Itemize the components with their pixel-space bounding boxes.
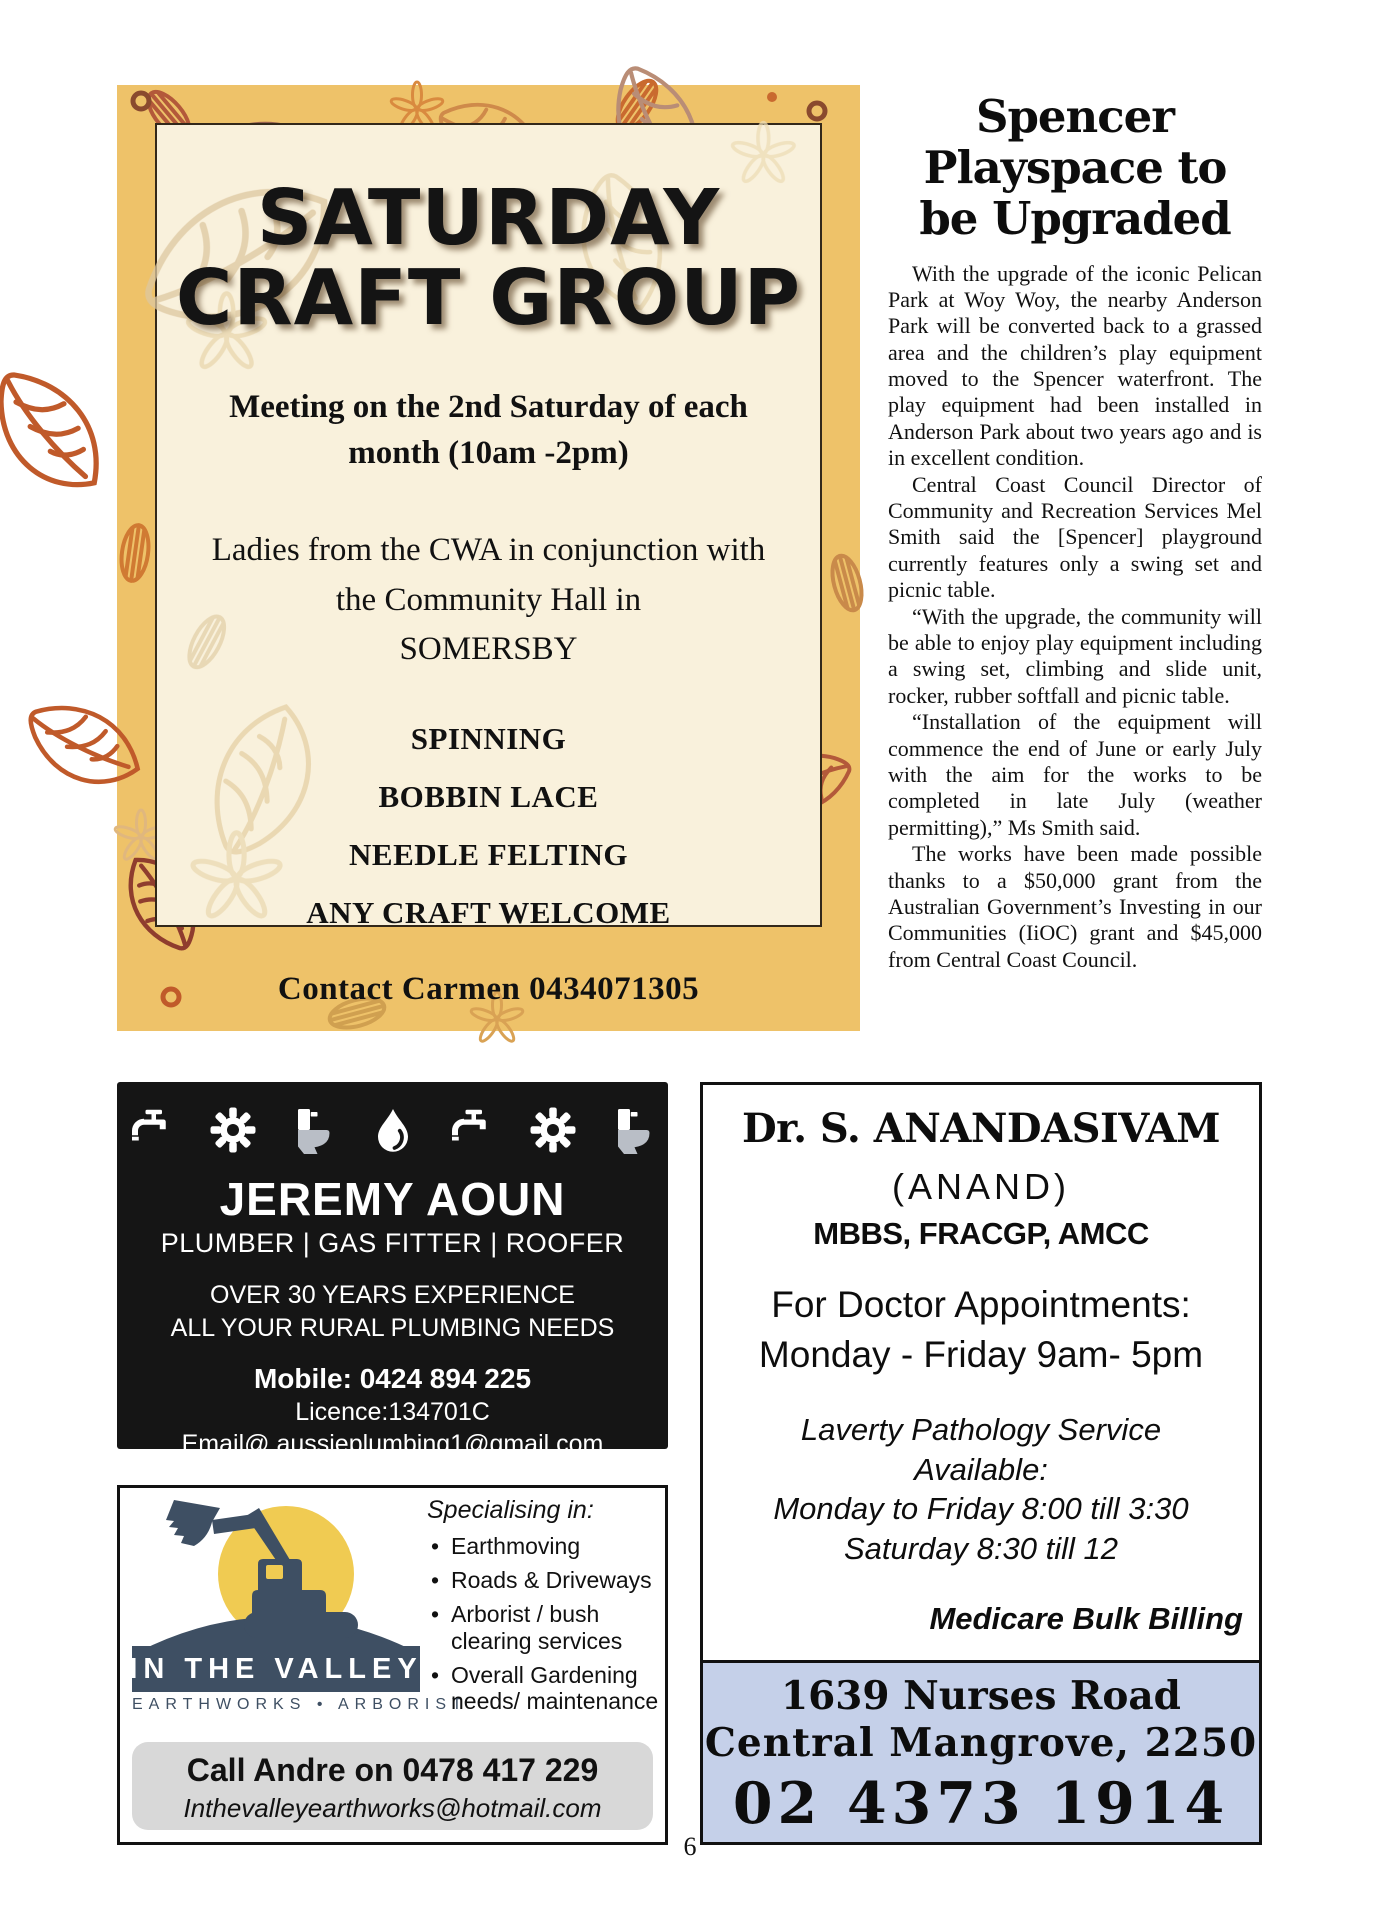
craft-group-ad	[117, 85, 860, 1031]
article-paragraph: “Installation of the equipment will commence the end of June or early July with the aim for the works to be completed in late July (weather permitting),” Ms Smith said.	[888, 709, 1262, 840]
article-paragraph: With the upgrade of the iconic Pelican Park at Woy Woy, the nearby Anderson Park will be converted back to a grassed area and the children’s play equipment moved to the Spencer waterfront. The play equipment had been installed in Anderson Park about two years ago and is in excellent condition.	[888, 260, 1262, 471]
article-paragraph: “With the upgrade, the community will be able to enjoy play equipment including a swing set, climbing and slide unit, rocker, rubber softfall and picnic table.	[888, 603, 1262, 708]
plumber-experience-line2: ALL YOUR RURAL PLUMBING NEEDS	[170, 1314, 615, 1342]
doctor-billing: Medicare Bulk Billing	[929, 1600, 1243, 1636]
craft-activity: SPINNING	[410, 720, 567, 756]
doctor-address-line2: Central Mangrove, 2250	[704, 1720, 1258, 1766]
craft-body-text	[189, 526, 789, 675]
craft-location: SOMERSBY	[399, 631, 578, 668]
valley-service-item: • Arborist / bush clearing services	[427, 1601, 663, 1653]
craft-activity: NEEDLE FELTING	[349, 836, 628, 872]
pathology-line: Laverty Pathology Service	[800, 1412, 1162, 1447]
doctor-ad	[700, 1082, 1262, 1845]
pathology-line: Saturday 8:30 till 12	[843, 1531, 1118, 1567]
valley-earthworks-ad	[117, 1485, 668, 1845]
valley-services	[427, 1496, 663, 1714]
doctor-name: Dr. S. ANANDASIVAM	[741, 1105, 1220, 1152]
gear-icon	[528, 1106, 578, 1154]
pathology-line: Monday to Friday 8:00 till 3:30	[773, 1491, 1189, 1527]
doctor-address-footer	[703, 1660, 1259, 1842]
doctor-qualifications: MBBS, FRACGP, AMCC	[813, 1216, 1149, 1251]
page-number: 6	[683, 1832, 697, 1861]
valley-specialising-label: Specialising in:	[427, 1496, 594, 1524]
plumber-experience-line1: OVER 30 YEARS EXPERIENCE	[210, 1281, 575, 1309]
valley-service-item: • Earthmoving	[427, 1533, 663, 1559]
craft-activity: ANY CRAFT WELCOME	[306, 894, 671, 930]
plumber-roles: PLUMBER | GAS FITTER | ROOFER	[160, 1228, 625, 1258]
craft-contact: Contact Carmen 0434071305	[277, 970, 700, 1007]
valley-services-list	[427, 1533, 663, 1714]
doctor-address-line1: 1639 Nurses Road	[781, 1673, 1181, 1719]
plumber-licence: Licence:134701C	[295, 1398, 490, 1426]
doctor-alias: (ANAND)	[892, 1166, 1070, 1207]
valley-contact-box	[132, 1742, 653, 1830]
faucet-icon	[128, 1106, 178, 1154]
craft-ad-title	[157, 174, 820, 344]
doctor-phone: 02 4373 1914	[732, 1770, 1230, 1837]
pathology-line: Available:	[914, 1451, 1048, 1487]
valley-logo	[128, 1494, 468, 1734]
valley-phone: Call Andre on 0478 417 229	[186, 1752, 599, 1788]
article-spencer-playspace	[888, 92, 1262, 973]
gear-icon	[208, 1106, 258, 1154]
craft-activity: BOBBIN LACE	[378, 778, 599, 814]
valley-logo-name: IN THE VALLEY	[132, 1646, 420, 1692]
valley-email: Inthevalleyearthworks@hotmail.com	[183, 1793, 602, 1823]
doctor-appointments-line1: For Doctor Appointments:	[771, 1284, 1191, 1325]
article-paragraph: The works have been made possible thanks to a $50,000 grant from the Australian Government’s Investing in our Communities (IiOC) grant and $45,000 from Central Coast Council.	[888, 841, 1262, 972]
doctor-pathology-block	[703, 1410, 1259, 1569]
article-paragraph: Central Coast Council Director of Community and Recreation Services Mel Smith said the [Spencer] playground currently features only a swing set and picnic table.	[888, 471, 1262, 603]
excavator-logo-graphic	[128, 1494, 424, 1654]
water-drop-icon	[368, 1106, 418, 1154]
valley-service-item: • Roads & Driveways	[427, 1567, 663, 1593]
doctor-appointments-line2: Monday - Friday 9am- 5pm	[758, 1334, 1204, 1375]
plumber-icon-row	[117, 1082, 668, 1154]
craft-ad-panel	[155, 123, 822, 1007]
plumber-mobile-number: Mobile: 0424 894 225	[253, 1363, 532, 1394]
valley-service-item: • Overall Gardening needs/ maintenance	[427, 1662, 663, 1714]
craft-activities-list	[157, 721, 820, 931]
article-title: Spencer Playspace to be Upgraded	[919, 90, 1231, 245]
valley-logo-tagline: EARTHWORKS • ARBORIST	[132, 1696, 468, 1713]
faucet-icon	[448, 1106, 498, 1154]
craft-meeting-text: Meeting on the 2nd Saturday of each month (10am -2pm)	[229, 389, 748, 471]
plumber-name: JEREMY AOUN	[219, 1173, 566, 1225]
plumber-ad	[117, 1082, 668, 1458]
toilet-icon	[288, 1106, 338, 1154]
craft-title-line1: SATURDAY	[256, 174, 721, 263]
craft-body-line: Ladies from the CWA in conjunction with the Community Hall in	[211, 532, 766, 618]
craft-title-line2: CRAFT GROUP	[175, 254, 802, 344]
article-body	[888, 261, 1262, 974]
plumber-email: Email@ aussieplumbing1@gmail.com	[181, 1430, 604, 1458]
toilet-icon	[608, 1106, 658, 1154]
